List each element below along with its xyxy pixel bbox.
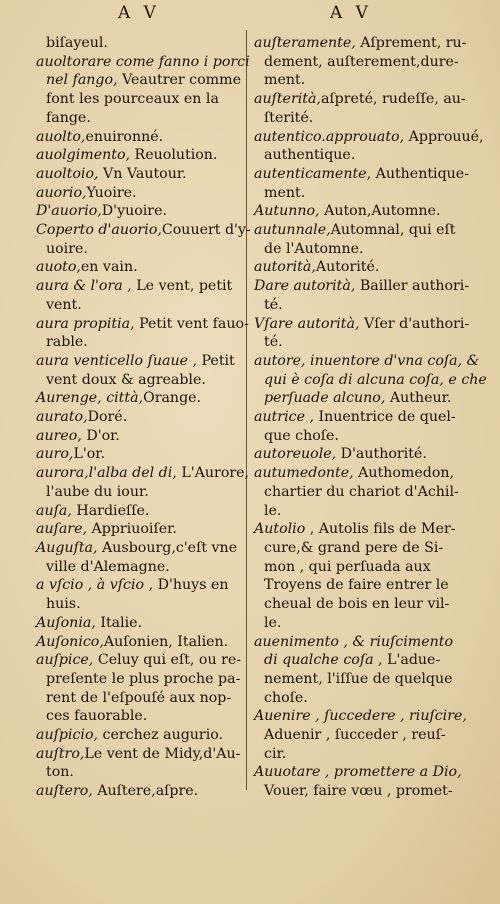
definition: mon , qui perſuada aux bbox=[264, 558, 431, 575]
dictionary-line bbox=[254, 745, 459, 764]
definition: ton. bbox=[46, 764, 74, 781]
headword: Dare autorità, bbox=[254, 278, 356, 295]
definition: Authomedon, bbox=[353, 465, 455, 482]
definition: l'aube du iour. bbox=[46, 483, 149, 500]
dictionary-line bbox=[254, 71, 459, 90]
dictionary-line bbox=[36, 34, 242, 53]
dictionary-line bbox=[254, 202, 459, 221]
definition: Vn Vautour. bbox=[98, 165, 187, 182]
definition: vent doux & agreable. bbox=[46, 371, 206, 388]
definition: authentique. bbox=[264, 147, 356, 164]
dictionary-line bbox=[254, 464, 459, 483]
headword: Auuotare , promettere a Dio, bbox=[254, 764, 462, 781]
headword: di qualche coſa bbox=[264, 652, 374, 669]
headword: Autunno, bbox=[254, 203, 320, 220]
column-divider bbox=[246, 30, 247, 790]
definition: Auſtere,aſpre. bbox=[92, 783, 199, 800]
definition: , Authentique- bbox=[366, 165, 469, 182]
definition: huis. bbox=[46, 596, 81, 613]
definition: Celuy qui eſt, ou re- bbox=[93, 652, 242, 669]
headword: autenticamente bbox=[254, 165, 367, 182]
definition: Reuolution. bbox=[130, 147, 218, 164]
definition: que choſe. bbox=[264, 427, 339, 444]
dictionary-line bbox=[36, 651, 242, 670]
dictionary-line bbox=[36, 352, 242, 371]
right-column bbox=[254, 34, 487, 801]
headword: D'auorio, bbox=[36, 203, 102, 220]
headword: autoreuole, bbox=[254, 446, 337, 463]
definition: Troyens de faire entrer le bbox=[264, 577, 449, 594]
dictionary-line bbox=[254, 90, 466, 109]
running-header-left: A V bbox=[118, 3, 160, 23]
definition: Vouer, faire vœu , promet- bbox=[264, 783, 453, 800]
dictionary-line bbox=[254, 221, 459, 240]
definition: rent de l'eſpouſé aux nop- bbox=[46, 689, 232, 706]
dictionary-line bbox=[36, 464, 250, 483]
headword: aureo, bbox=[36, 427, 82, 444]
headword: aurora,l'alba del di bbox=[36, 465, 173, 482]
definition: , L'Aurore, bbox=[172, 465, 250, 482]
dictionary-line bbox=[254, 595, 459, 614]
dictionary-line bbox=[36, 445, 242, 464]
definition: Autheur. bbox=[385, 390, 452, 407]
dictionary-line bbox=[254, 520, 459, 539]
dictionary-line bbox=[36, 128, 242, 147]
dictionary-line bbox=[36, 539, 242, 558]
definition: Veautrer comme bbox=[117, 72, 241, 89]
dictionary-line bbox=[254, 53, 459, 72]
dictionary-line bbox=[36, 165, 242, 184]
definition: cheual de bois en leur vil- bbox=[264, 596, 450, 613]
dictionary-line bbox=[36, 71, 242, 90]
definition: uoire. bbox=[46, 240, 88, 257]
headword: auſterità, bbox=[254, 91, 321, 108]
dictionary-line bbox=[36, 389, 242, 408]
dictionary-line bbox=[254, 726, 459, 745]
dictionary-line bbox=[254, 539, 459, 558]
dictionary-line bbox=[254, 558, 459, 577]
dictionary-line bbox=[254, 184, 459, 203]
definition: ces fauorable. bbox=[46, 708, 148, 725]
headword: Auguſta, bbox=[36, 539, 98, 556]
headword: auro, bbox=[36, 446, 74, 463]
dictionary-line bbox=[254, 483, 459, 502]
dictionary-line bbox=[36, 558, 242, 577]
headword: autentico.approuato, bbox=[254, 128, 405, 145]
dictionary-line bbox=[254, 109, 459, 128]
headword: autrice , bbox=[254, 409, 314, 426]
definition: fange. bbox=[46, 109, 91, 126]
definition: Approuué, bbox=[404, 128, 484, 145]
dictionary-line bbox=[254, 445, 459, 464]
dictionary-line bbox=[36, 614, 242, 633]
definition: enuironné. bbox=[85, 128, 164, 145]
headword: Coperto d'auorio, bbox=[36, 222, 162, 239]
dictionary-line bbox=[36, 184, 242, 203]
headword: perſuade alcuno, bbox=[264, 390, 386, 407]
headword: auenimento , & riuſcimento bbox=[254, 633, 453, 650]
dictionary-line bbox=[36, 745, 242, 764]
definition: en vain. bbox=[80, 259, 138, 276]
definition: , L'adue- bbox=[373, 652, 441, 669]
definition: preſente le plus proche pa- bbox=[46, 670, 241, 687]
definition: Automnal, qui eſt bbox=[330, 222, 456, 239]
definition: ville d'Alemagne. bbox=[46, 558, 170, 575]
dictionary-line bbox=[254, 333, 459, 352]
dictionary-line bbox=[36, 90, 242, 109]
definition: Bailler authori- bbox=[355, 278, 470, 295]
dictionary-line bbox=[36, 502, 242, 521]
dictionary-line bbox=[36, 633, 242, 652]
dictionary-line bbox=[36, 726, 242, 745]
definition: Ausbourg,c'eſt vne bbox=[97, 539, 238, 556]
definition: de l'Automne. bbox=[264, 240, 364, 257]
dictionary-line bbox=[36, 371, 242, 390]
dictionary-line bbox=[36, 670, 242, 689]
dictionary-line bbox=[254, 707, 467, 726]
dictionary-line bbox=[254, 651, 459, 670]
definition: choſe. bbox=[264, 689, 308, 706]
definition: Auſonien, Italien. bbox=[103, 633, 229, 650]
dictionary-line bbox=[254, 670, 459, 689]
headword: auolto, bbox=[36, 128, 86, 145]
dictionary-line bbox=[254, 146, 459, 165]
definition: Inuentrice de quel- bbox=[313, 409, 456, 426]
definition: Hardieſſe. bbox=[71, 502, 150, 519]
dictionary-line bbox=[36, 595, 242, 614]
dictionary-line bbox=[254, 128, 484, 147]
dictionary-line bbox=[254, 258, 459, 277]
dictionary-line bbox=[36, 427, 242, 446]
headword: aura propitia bbox=[36, 315, 131, 332]
definition: Yuoire. bbox=[86, 184, 137, 201]
dictionary-line bbox=[36, 576, 242, 595]
dictionary-line bbox=[36, 277, 242, 296]
definition: ſterité. bbox=[264, 109, 314, 126]
definition: , Petit vent fauo- bbox=[130, 315, 249, 332]
dictionary-line bbox=[36, 109, 242, 128]
dictionary-line bbox=[36, 782, 242, 801]
headword: autorità, bbox=[254, 259, 316, 276]
dictionary-line bbox=[36, 689, 242, 708]
dictionary-line bbox=[36, 202, 242, 221]
dictionary-line bbox=[254, 633, 459, 652]
definition: Doré. bbox=[87, 409, 128, 426]
definition: ment. bbox=[264, 184, 306, 201]
headword: auorio, bbox=[36, 184, 87, 201]
running-header-right: A V bbox=[330, 3, 372, 23]
dictionary-line bbox=[254, 277, 470, 296]
definition: dement, auſterement,dure- bbox=[264, 53, 459, 70]
definition: biſayeul. bbox=[46, 35, 108, 51]
definition: Auton,Automne. bbox=[319, 203, 441, 220]
headword: autunnale, bbox=[254, 222, 331, 239]
definition: , Petit bbox=[187, 352, 235, 369]
definition: le. bbox=[264, 502, 282, 519]
dictionary-line bbox=[254, 165, 469, 184]
dictionary-line bbox=[36, 763, 242, 782]
dictionary-line bbox=[254, 371, 487, 390]
definition: Couuert d'y- bbox=[161, 222, 251, 239]
headword: aura venticello ſuaue bbox=[36, 352, 188, 369]
headword: Auſonia, bbox=[36, 614, 96, 631]
dictionary-line bbox=[254, 782, 459, 801]
definition: , Autolis fils de Mer- bbox=[305, 521, 456, 538]
headword: auoto, bbox=[36, 259, 81, 276]
headword: auſteramente, bbox=[254, 35, 356, 51]
headword: nel fango, bbox=[46, 72, 118, 89]
headword: auſtero, bbox=[36, 783, 93, 800]
dictionary-line bbox=[254, 763, 462, 782]
definition: chartier du chariot d'Achil- bbox=[264, 483, 459, 500]
definition: L'or. bbox=[73, 446, 106, 463]
headword: auoltoio, bbox=[36, 165, 99, 182]
dictionary-line bbox=[254, 614, 459, 633]
definition: D'or. bbox=[81, 427, 120, 444]
headword: Auenire , ſuccedere , riuſcire, bbox=[254, 708, 467, 725]
headword: auſtro, bbox=[36, 745, 85, 762]
definition: D'authorité. bbox=[336, 446, 427, 463]
headword: autore, inuentore d'vna coſa, & bbox=[254, 352, 480, 369]
dictionary-line bbox=[36, 53, 250, 72]
headword: auſare, bbox=[36, 521, 87, 538]
dictionary-line bbox=[36, 296, 242, 315]
dictionary-line bbox=[254, 352, 480, 371]
definition: D'yuoire. bbox=[101, 203, 167, 220]
definition: Le vent de Midy,d'Au- bbox=[84, 745, 241, 762]
definition: nement, l'iſſue de quelque bbox=[264, 670, 453, 687]
headword: qui è coſa di alcuna coſa, e che bbox=[264, 371, 487, 388]
dictionary-line bbox=[254, 408, 459, 427]
dictionary-line bbox=[36, 707, 242, 726]
definition: cir. bbox=[264, 745, 287, 762]
definition: Italie. bbox=[95, 614, 143, 631]
headword: autumedonte, bbox=[254, 465, 354, 482]
definition: Aduenir , ſucceder , reuſ- bbox=[264, 727, 446, 744]
headword: aura & l'ora bbox=[36, 278, 123, 295]
left-column bbox=[36, 34, 251, 801]
definition: cerchez augurio. bbox=[98, 727, 224, 744]
dictionary-line bbox=[254, 389, 459, 408]
definition: ment. bbox=[264, 72, 306, 89]
definition: Aſprement, ru- bbox=[355, 35, 467, 51]
dictionary-line bbox=[254, 34, 467, 53]
dictionary-line bbox=[254, 427, 459, 446]
dictionary-line bbox=[254, 502, 459, 521]
dictionary-line bbox=[36, 333, 242, 352]
dictionary-line bbox=[254, 315, 470, 334]
definition: le. bbox=[264, 614, 282, 631]
dictionary-line bbox=[254, 576, 459, 595]
definition: Orange. bbox=[143, 390, 202, 407]
definition: Appriuoiſer. bbox=[87, 521, 177, 538]
definition: Autorité. bbox=[315, 259, 380, 276]
headword: aurato, bbox=[36, 409, 88, 426]
headword: auſpicio, bbox=[36, 727, 99, 744]
headword: Auſonico, bbox=[36, 633, 104, 650]
dictionary-line bbox=[36, 146, 242, 165]
definition: cure,& grand pere de Si- bbox=[264, 539, 444, 556]
dictionary-line bbox=[36, 483, 242, 502]
dictionary-line bbox=[254, 689, 459, 708]
definition: rable. bbox=[46, 334, 88, 351]
definition: aſpreté, rudeſſe, au- bbox=[320, 91, 466, 108]
dictionary-line bbox=[254, 296, 459, 315]
dictionary-line bbox=[36, 221, 251, 240]
dictionary-line bbox=[254, 240, 459, 259]
headword: a vſcio , à vſcio bbox=[36, 577, 145, 594]
headword: auſa, bbox=[36, 502, 72, 519]
definition: vent. bbox=[46, 296, 82, 313]
definition: té. bbox=[264, 296, 283, 313]
dictionary-line bbox=[36, 240, 242, 259]
definition: , D'huys en bbox=[144, 577, 229, 594]
definition: font les pourceaux en la bbox=[46, 91, 219, 108]
definition: , Le vent, petit bbox=[122, 278, 233, 295]
dictionary-line bbox=[36, 258, 242, 277]
dictionary-line bbox=[36, 520, 242, 539]
definition: Vſer d'authori- bbox=[359, 315, 470, 332]
headword: auoltorare come fanno i porci bbox=[36, 53, 250, 70]
headword: auſpice, bbox=[36, 652, 94, 669]
definition: té. bbox=[264, 334, 283, 351]
headword: Autolio bbox=[254, 521, 306, 538]
dictionary-line bbox=[36, 408, 242, 427]
headword: auolgimento, bbox=[36, 147, 131, 164]
dictionary-line bbox=[36, 315, 249, 334]
headword: Aurenge, città, bbox=[36, 390, 144, 407]
headword: Vſare autorità, bbox=[254, 315, 360, 332]
